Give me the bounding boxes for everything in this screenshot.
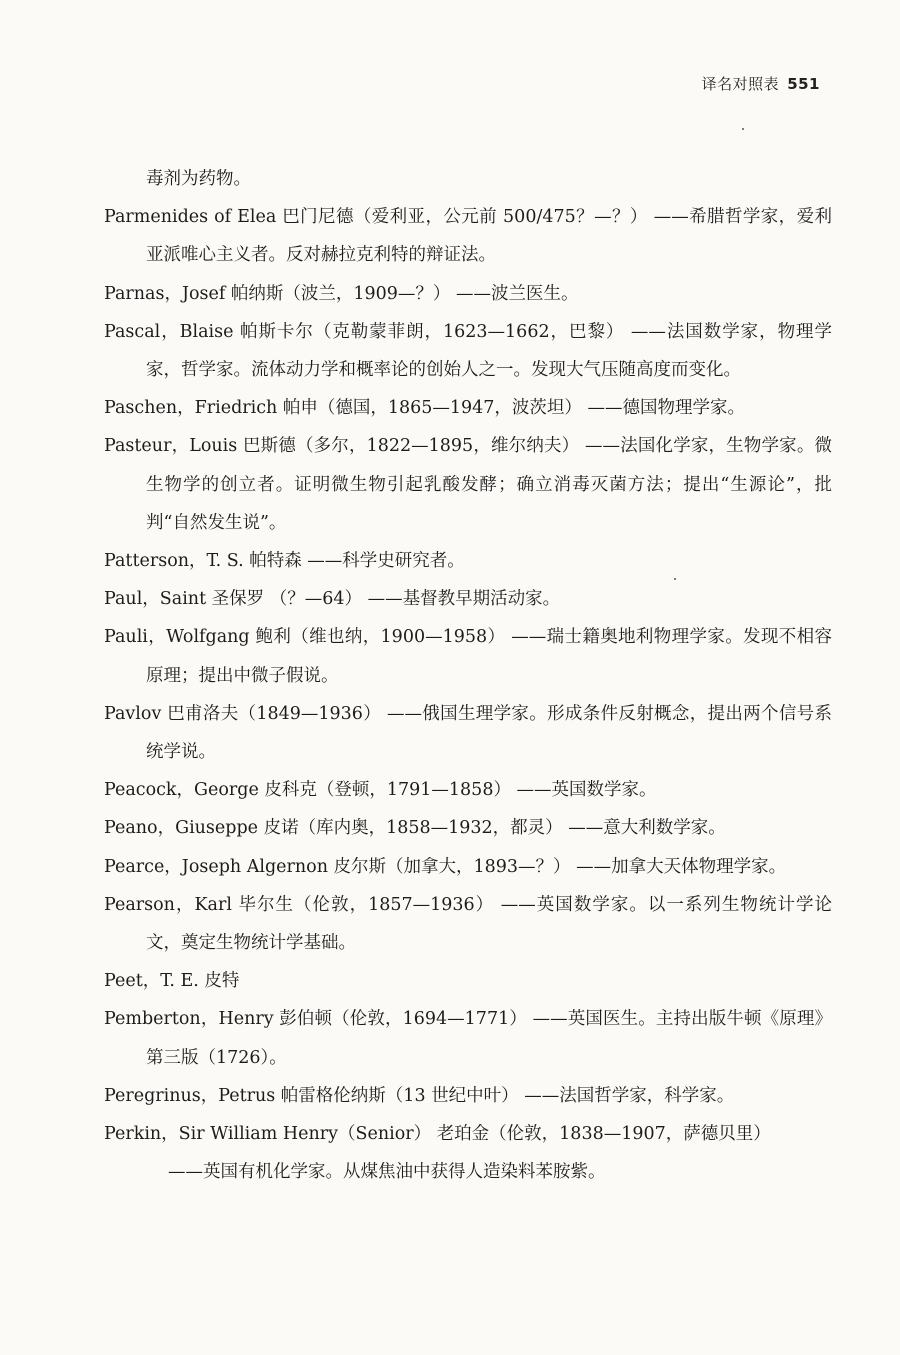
paper-speck — [742, 128, 744, 130]
running-header — [702, 73, 820, 94]
glossary-entry-pascal: Pascal，Blaise 帕斯卡尔（克勒蒙菲朗，1623—1662，巴黎） ——法国数学家，物理学家，哲学家。流体动力学和概率论的创始人之一。发现大气压随高度而变化。 — [104, 321, 832, 381]
running-header-title: 译名对照表 — [701, 75, 780, 93]
glossary-entry-pavlov: Pavlov 巴甫洛夫（1849—1936） ——俄国生理学家。形成条件反射概念，提出两个信号系统学说。 — [104, 703, 832, 763]
glossary-entry-peet: Peet，T. E. 皮特 — [104, 971, 240, 992]
glossary-entry-peacock: Peacock，George 皮科克（登顿，1791—1858） ——英国数学家。 — [104, 780, 657, 801]
glossary-entry-parnas: Parnas，Josef 帕纳斯（波兰，1909—？） ——波兰医生。 — [104, 283, 579, 304]
glossary-entry-pearson: Pearson，Karl 毕尔生（伦敦，1857—1936） ——英国数学家。以一系列生物统计学论文，奠定生物统计学基础。 — [104, 894, 832, 954]
glossary-entry-peano: Peano，Giuseppe 皮诺（库内奥，1858—1932，都灵） ——意大利数学家。 — [104, 818, 726, 839]
glossary-entry-perkin-first-line: Perkin，Sir William Henry（Senior） 老珀金（伦敦，1838—1907，萨德贝里） — [104, 1124, 771, 1145]
glossary-entry-pauli: Pauli，Wolfgang 鲍利（维也纳，1900—1958） ——瑞士籍奥地利物理学家。发现不相容原理；提出中微子假说。 — [104, 627, 832, 686]
paper-speck — [674, 578, 676, 580]
glossary-entry-continuation: 毒剂为药物。 — [146, 169, 251, 189]
glossary-entry-pearce: Pearce，Joseph Algernon 皮尔斯（加拿大，1893—？） ——加拿大天体物理学家。 — [104, 856, 787, 877]
glossary-entry-paschen: Paschen，Friedrich 帕申（德国，1865—1947，波茨坦） ——德国物理学家。 — [104, 398, 745, 419]
glossary-entry-patterson: Patterson，T. S. 帕特森 ——科学史研究者。 — [104, 551, 465, 572]
page-number: 551 — [787, 75, 820, 93]
glossary-entry-pasteur: Pasteur，Louis 巴斯德（多尔，1822—1895，维尔纳夫） ——法国化学家，生物学家。微生物学的创立者。证明微生物引起乳酸发酵；确立消毒灭菌方法；提出“生源论”，批判“自然发生说”。 — [104, 436, 832, 533]
glossary-entry-parmenides: Parmenides of Elea 巴门尼德（爱利亚，公元前 500/475？—？） ——希腊哲学家，爱利亚派唯心主义者。反对赫拉克利特的辩证法。 — [104, 207, 832, 266]
glossary-entry-perkin-second-line: ——英国有机化学家。从煤焦油中获得人造染料苯胺紫。 — [168, 1162, 606, 1183]
glossary-entry-pemberton: Pemberton，Henry 彭伯顿（伦敦，1694—1771） ——英国医生。主持出版牛顿《原理》第三版（1726）。 — [104, 1009, 832, 1068]
glossary-entry-paul: Paul，Saint 圣保罗 （？—64） ——基督教早期活动家。 — [104, 589, 561, 610]
glossary-entry-peregrinus: Peregrinus，Petrus 帕雷格伦纳斯（13 世纪中叶） ——法国哲学家，科学家。 — [104, 1085, 735, 1106]
glossary-entry-perkin — [104, 1115, 832, 1191]
glossary-body — [104, 160, 832, 1191]
